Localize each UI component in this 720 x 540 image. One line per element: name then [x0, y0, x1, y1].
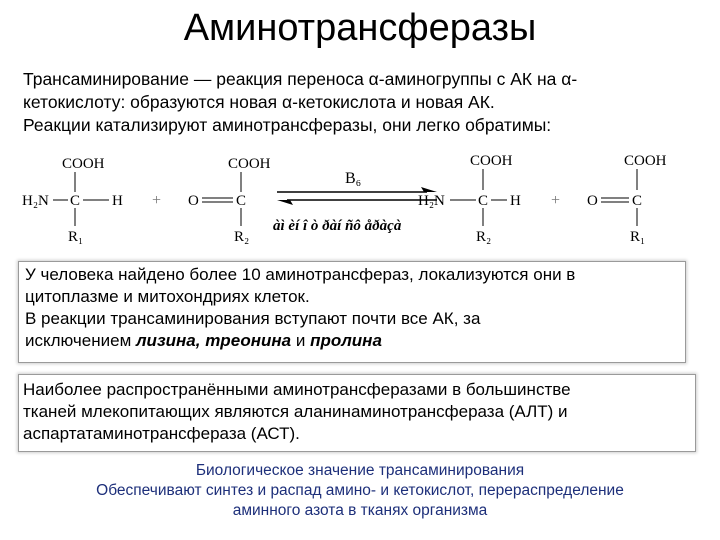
alpha-carbon: C — [70, 193, 81, 209]
hydrogen: H — [112, 193, 123, 209]
amino-acid-2 — [418, 153, 521, 245]
intro-line: Трансаминирование — реакция переноса α-аминогруппы с АК на α- — [23, 69, 578, 89]
alpha-carbon: C — [236, 193, 247, 209]
carboxyl-group: COOH — [62, 156, 105, 172]
and-word: и — [291, 331, 311, 350]
amino-group: H₂N — [22, 193, 49, 209]
intro-line: кетокислоту: образуются новая α-кетокислота и новая АК. — [23, 92, 495, 112]
info-line: У человека найдено более 10 аминотрансфераз, локализуются они в — [25, 265, 576, 284]
carboxyl-group: COOH — [228, 156, 271, 172]
info-line: Наиболее распространёнными аминотрансферазами в большинстве — [23, 380, 571, 399]
bio-heading: Биологическое значение трансаминирования — [195, 462, 525, 479]
common-enzymes-box — [18, 374, 696, 452]
plus-sign: + — [152, 192, 162, 209]
enzyme-info-text — [25, 264, 685, 352]
forward-arrow-head — [421, 187, 437, 192]
proline-term: пролина — [310, 331, 382, 350]
intro-line: Реакции катализируют аминотрансферазы, они легко обратимы: — [23, 115, 552, 135]
keto-oxygen: O — [188, 193, 199, 209]
info-line: цитоплазме и митохондриях клеток. — [25, 287, 310, 306]
keto-acid-2 — [587, 153, 667, 245]
alpha-carbon: C — [632, 193, 643, 209]
keto-acid-1 — [188, 156, 271, 245]
enzyme-caption: àì èí î ò ðàí ñô åðàçà — [273, 218, 402, 234]
side-chain: R₁ — [630, 229, 646, 245]
alpha-carbon: C — [478, 193, 489, 209]
side-chain: R₂ — [234, 229, 250, 245]
amino-group: H₂N — [418, 193, 445, 209]
biological-significance — [0, 461, 720, 521]
exception-prefix: исключением — [25, 331, 136, 350]
keto-oxygen: O — [587, 193, 598, 209]
lysine-term: лизина, — [135, 331, 201, 350]
common-enzymes-text — [23, 379, 695, 445]
side-chain: R₂ — [476, 229, 492, 245]
amino-acid-1 — [22, 156, 123, 245]
threonine-term: треонина — [205, 331, 292, 350]
reverse-arrow-head — [277, 200, 293, 205]
info-line: тканей млекопитающих являются аланинаминотрансфераза (АЛТ) и — [23, 402, 568, 421]
equilibrium-arrows — [273, 170, 437, 234]
bio-line: Обеспечивают синтез и распад амино- и кетокислот, перераспределение — [96, 482, 624, 499]
carboxyl-group: COOH — [470, 153, 513, 169]
cofactor-label: B₆ — [345, 170, 362, 187]
info-line: В реакции трансаминирования вступают почти все АК, за — [25, 309, 481, 328]
hydrogen: H — [510, 193, 521, 209]
plus-sign: + — [551, 192, 561, 209]
side-chain: R₁ — [68, 229, 84, 245]
slide-title: Аминотрансферазы — [183, 7, 537, 49]
intro-paragraph — [23, 68, 703, 137]
bio-line: аминного азота в тканях организма — [232, 502, 488, 519]
info-line — [25, 330, 685, 352]
info-line: аспартатаминотрансфераза (АСТ). — [23, 424, 300, 443]
carboxyl-group: COOH — [624, 153, 667, 169]
enzyme-info-box — [18, 261, 686, 363]
transamination-reaction-scheme — [15, 148, 695, 248]
